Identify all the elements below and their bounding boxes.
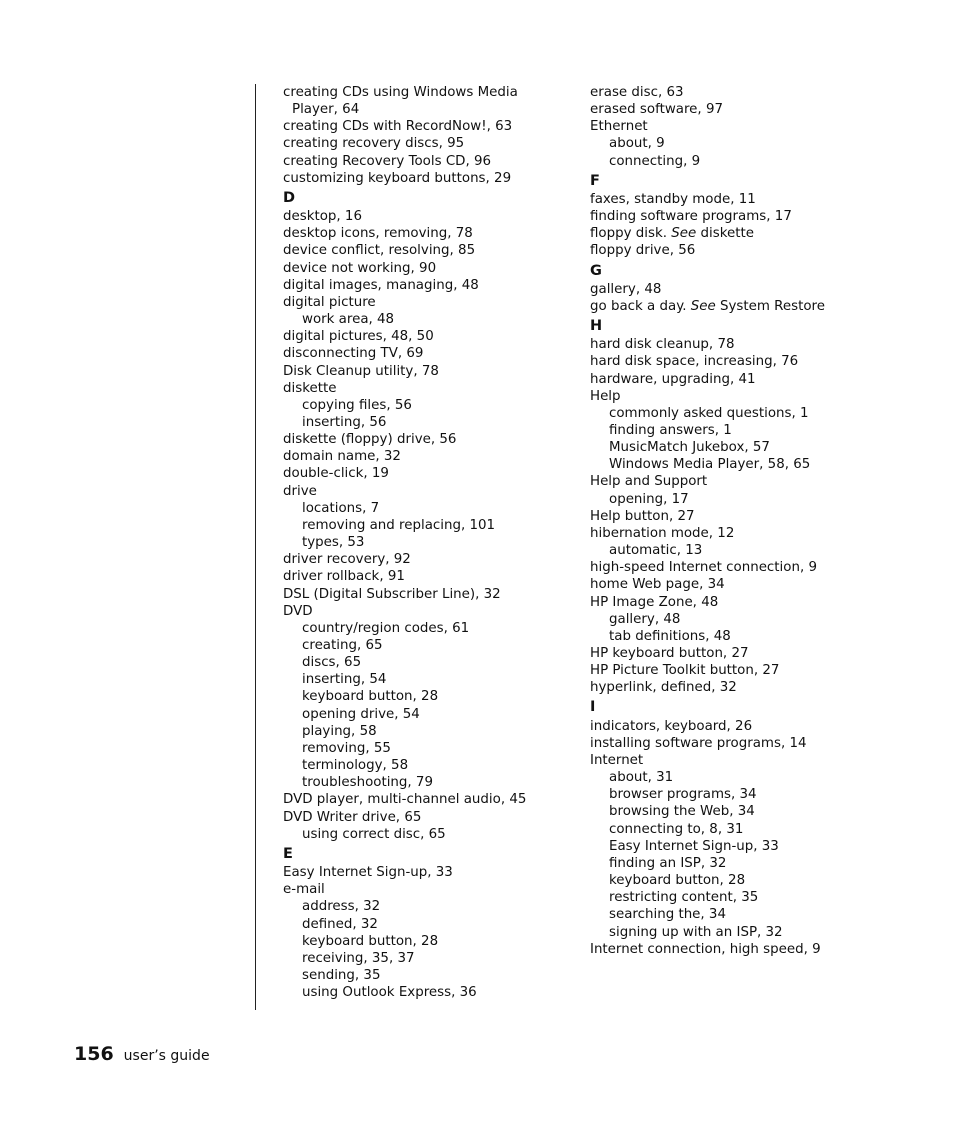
entry-text: creating Recovery Tools CD, 96	[283, 153, 492, 169]
see-target: System Restore	[715, 298, 825, 314]
index-entry	[590, 336, 890, 353]
entry-text: customizing keyboard buttons, 29	[283, 170, 512, 186]
index-entry	[283, 551, 583, 568]
guide-title: user’s guide	[123, 1048, 210, 1064]
entry-text: I	[590, 699, 596, 716]
entry-text: e-mail	[283, 882, 325, 898]
index-entry	[590, 752, 890, 769]
entry-text: floppy drive, 56	[590, 243, 696, 259]
index-subentry	[590, 405, 890, 422]
index-entry	[590, 473, 890, 490]
entry-text: using Outlook Express, 36	[302, 985, 477, 1001]
index-subentry	[590, 872, 890, 889]
index-subentry	[590, 906, 890, 923]
index-subentry	[283, 311, 583, 328]
entry-text: creating recovery discs, 95	[283, 136, 465, 152]
entry-text: DVD	[283, 603, 313, 619]
entry-text: Windows Media Player, 58, 65	[609, 457, 811, 473]
index-entry	[590, 941, 890, 958]
index-entry	[283, 809, 583, 826]
index-entry	[283, 431, 583, 448]
index-letter-heading	[590, 696, 890, 717]
entry-text: hyperlink, defined, 32	[590, 680, 737, 696]
entry-text: hardware, upgrading, 41	[590, 371, 756, 387]
entry-text: HP Picture Toolkit button, 27	[590, 663, 780, 679]
index-entry	[590, 645, 890, 662]
entry-text: connecting to, 8, 31	[609, 821, 744, 837]
entry-text: keyboard button, 28	[302, 689, 439, 705]
index-subentry	[590, 803, 890, 820]
entry-text: finding an ISP, 32	[609, 855, 727, 871]
entry-text: sending, 35	[302, 967, 381, 983]
entry-text: D	[283, 189, 296, 206]
entry-text: go back a day.	[590, 298, 691, 314]
entry-text: disconnecting TV, 69	[283, 346, 424, 362]
entry-text: work area, 48	[302, 312, 395, 328]
entry-text: types, 53	[302, 535, 365, 551]
see-reference: See	[671, 226, 697, 242]
index-entry	[590, 525, 890, 542]
index-subentry	[590, 889, 890, 906]
entry-text: hard disk space, increasing, 76	[590, 354, 799, 370]
index-entry	[590, 281, 890, 298]
index-entry	[590, 718, 890, 735]
index-subentry	[590, 855, 890, 872]
entry-text: DVD Writer drive, 65	[283, 809, 422, 825]
entry-text: high-speed Internet connection, 9	[590, 560, 817, 576]
index-entry	[590, 191, 890, 208]
index-subentry	[283, 967, 583, 984]
entry-text: digital images, managing, 48	[283, 277, 479, 293]
entry-text: about, 31	[609, 770, 674, 786]
index-subentry	[283, 654, 583, 671]
entry-text: connecting, 9	[609, 153, 701, 169]
index-subentry	[283, 774, 583, 791]
entry-text: desktop icons, removing, 78	[283, 226, 473, 242]
index-entry	[283, 277, 583, 294]
index-subentry	[283, 688, 583, 705]
see-target: diskette	[696, 226, 754, 242]
entry-text: keyboard button, 28	[302, 933, 439, 949]
column-divider-rule	[255, 84, 256, 1010]
see-reference: See	[690, 298, 716, 314]
index-subentry	[590, 439, 890, 456]
entry-text: restricting content, 35	[609, 890, 759, 906]
index-subentry	[283, 620, 583, 637]
entry-text: defined, 32	[302, 916, 378, 932]
index-entry	[590, 559, 890, 576]
index-subentry	[590, 821, 890, 838]
index-entry	[283, 170, 583, 187]
index-letter-heading	[590, 315, 890, 336]
page-footer	[74, 1043, 210, 1065]
index-subentry	[590, 611, 890, 628]
entry-text: indicators, keyboard, 26	[590, 718, 753, 734]
index-subentry	[590, 491, 890, 508]
entry-text: HP Image Zone, 48	[590, 594, 719, 610]
index-subentry	[283, 723, 583, 740]
entry-text: DSL (Digital Subscriber Line), 32	[283, 586, 501, 602]
index-entry	[590, 388, 890, 405]
entry-text: HP keyboard button, 27	[590, 646, 749, 661]
index-subentry	[590, 838, 890, 855]
entry-text: E	[283, 845, 293, 862]
entry-text: copying files, 56	[302, 397, 412, 413]
index-subentry	[590, 628, 890, 645]
entry-text: device not working, 90	[283, 260, 437, 276]
index-entry	[283, 242, 583, 259]
index-subentry	[590, 422, 890, 439]
index-entry	[283, 864, 583, 881]
entry-text: erased software, 97	[590, 102, 723, 118]
entry-text: home Web page, 34	[590, 577, 725, 593]
entry-text: Internet	[590, 752, 644, 768]
entry-text: Ethernet	[590, 119, 648, 135]
entry-text: about, 9	[609, 136, 665, 152]
index-letter-heading	[283, 187, 583, 208]
index-subentry	[283, 826, 583, 843]
index-entry	[590, 594, 890, 611]
entry-text: signing up with an ISP, 32	[609, 924, 783, 940]
entry-text: Help button, 27	[590, 508, 695, 524]
index-subentry	[590, 542, 890, 559]
index-subentry	[590, 135, 890, 152]
index-subentry	[283, 916, 583, 933]
page-number: 156	[74, 1043, 114, 1065]
index-column-right	[590, 84, 890, 958]
index-entry	[283, 328, 583, 345]
entry-text: diskette	[283, 380, 337, 396]
index-entry	[283, 881, 583, 898]
index-subentry	[283, 637, 583, 654]
index-entry	[283, 568, 583, 585]
entry-text: hard disk cleanup, 78	[590, 337, 735, 353]
entry-text: tab definitions, 48	[609, 628, 731, 644]
entry-text: diskette (floppy) drive, 56	[283, 432, 457, 448]
index-subentry	[283, 500, 583, 517]
index-subentry	[283, 757, 583, 774]
index-entry	[590, 353, 890, 370]
index-subentry	[283, 950, 583, 967]
entry-text: creating, 65	[302, 638, 383, 653]
index-subentry	[283, 397, 583, 414]
index-subentry	[283, 534, 583, 551]
entry-text: G	[590, 262, 602, 279]
index-entry	[283, 260, 583, 277]
entry-text: Disk Cleanup utility, 78	[283, 363, 439, 379]
index-entry	[590, 298, 890, 315]
entry-text: Internet connection, high speed, 9	[590, 941, 821, 957]
entry-text: commonly asked questions, 1	[609, 405, 809, 421]
entry-text: digital pictures, 48, 50	[283, 329, 434, 345]
index-subentry	[283, 517, 583, 534]
index-entry	[590, 208, 890, 225]
index-entry	[283, 586, 583, 603]
index-entry	[283, 791, 583, 808]
entry-text: locations, 7	[302, 500, 380, 516]
index-subentry	[590, 924, 890, 941]
index-entry	[283, 363, 583, 380]
entry-text: Easy Internet Sign-up, 33	[609, 838, 779, 854]
entry-text: playing, 58	[302, 723, 377, 739]
entry-text: keyboard button, 28	[609, 873, 746, 889]
entry-text: F	[590, 172, 600, 189]
entry-text: Player, 64	[292, 102, 360, 118]
index-subentry	[283, 740, 583, 757]
entry-text: erase disc, 63	[590, 85, 684, 100]
index-entry	[283, 448, 583, 465]
index-subentry	[590, 153, 890, 170]
entry-text: DVD player, multi-channel audio, 45	[283, 792, 527, 808]
index-entry	[283, 380, 583, 397]
index-entry	[283, 101, 583, 118]
entry-text: removing, 55	[302, 740, 391, 756]
index-entry	[590, 242, 890, 259]
entry-text: Help and Support	[590, 474, 708, 490]
index-entry	[283, 208, 583, 225]
index-letter-heading	[590, 170, 890, 191]
entry-text: opening, 17	[609, 491, 689, 507]
entry-text: address, 32	[302, 899, 381, 915]
index-entry	[590, 101, 890, 118]
entry-text: hibernation mode, 12	[590, 525, 735, 541]
index-entry	[590, 371, 890, 388]
index-entry	[283, 135, 583, 152]
index-entry	[283, 345, 583, 362]
entry-text: floppy disk.	[590, 226, 672, 242]
index-entry	[590, 679, 890, 696]
entry-text: MusicMatch Jukebox, 57	[609, 440, 770, 456]
entry-text: creating CDs using Windows Media	[283, 85, 518, 100]
entry-text: browsing the Web, 34	[609, 804, 755, 820]
entry-text: driver rollback, 91	[283, 569, 405, 585]
index-subentry	[283, 933, 583, 950]
entry-text: driver recovery, 92	[283, 552, 411, 568]
entry-text: terminology, 58	[302, 758, 409, 774]
entry-text: H	[590, 318, 603, 335]
entry-text: Help	[590, 388, 621, 404]
index-entry	[283, 294, 583, 311]
index-letter-heading	[283, 843, 583, 864]
entry-text: opening drive, 54	[302, 706, 420, 722]
index-subentry	[283, 898, 583, 915]
entry-text: using correct disc, 65	[302, 826, 446, 842]
index-subentry	[283, 706, 583, 723]
entry-text: gallery, 48	[590, 281, 662, 297]
entry-text: automatic, 13	[609, 543, 703, 559]
index-subentry	[590, 456, 890, 473]
index-entry	[590, 508, 890, 525]
entry-text: domain name, 32	[283, 449, 401, 465]
entry-text: discs, 65	[302, 655, 362, 671]
index-subentry	[590, 769, 890, 786]
index-entry	[590, 118, 890, 135]
entry-text: digital picture	[283, 294, 376, 310]
entry-text: gallery, 48	[609, 611, 681, 627]
entry-text: finding software programs, 17	[590, 209, 792, 225]
entry-text: searching the, 34	[609, 907, 726, 923]
entry-text: drive	[283, 483, 317, 499]
index-entry	[283, 483, 583, 500]
index-entry	[590, 576, 890, 593]
entry-text: inserting, 56	[302, 414, 387, 430]
entry-text: Easy Internet Sign-up, 33	[283, 865, 453, 881]
index-subentry	[283, 414, 583, 431]
index-entry	[283, 118, 583, 135]
index-column-left	[283, 84, 583, 1001]
entry-text: troubleshooting, 79	[302, 775, 433, 791]
entry-text: faxes, standby mode, 11	[590, 191, 756, 207]
entry-text: finding answers, 1	[609, 422, 732, 438]
entry-text: creating CDs with RecordNow!, 63	[283, 119, 513, 135]
index-entry	[283, 84, 583, 101]
index-entry	[590, 735, 890, 752]
entry-text: receiving, 35, 37	[302, 950, 415, 966]
index-subentry	[283, 671, 583, 688]
entry-text: installing software programs, 14	[590, 735, 807, 751]
entry-text: browser programs, 34	[609, 787, 757, 803]
index-subentry	[590, 786, 890, 803]
entry-text: country/region codes, 61	[302, 620, 470, 636]
index-entry	[283, 465, 583, 482]
index-entry	[590, 84, 890, 101]
entry-text: desktop, 16	[283, 209, 362, 225]
index-entry	[283, 225, 583, 242]
index-entry	[590, 662, 890, 679]
index-subentry	[283, 984, 583, 1001]
index-entry	[590, 225, 890, 242]
entry-text: device conflict, resolving, 85	[283, 243, 476, 259]
entry-text: removing and replacing, 101	[302, 517, 496, 533]
entry-text: inserting, 54	[302, 672, 387, 688]
index-entry	[283, 603, 583, 620]
index-letter-heading	[590, 260, 890, 281]
entry-text: double-click, 19	[283, 466, 389, 482]
index-entry	[283, 153, 583, 170]
